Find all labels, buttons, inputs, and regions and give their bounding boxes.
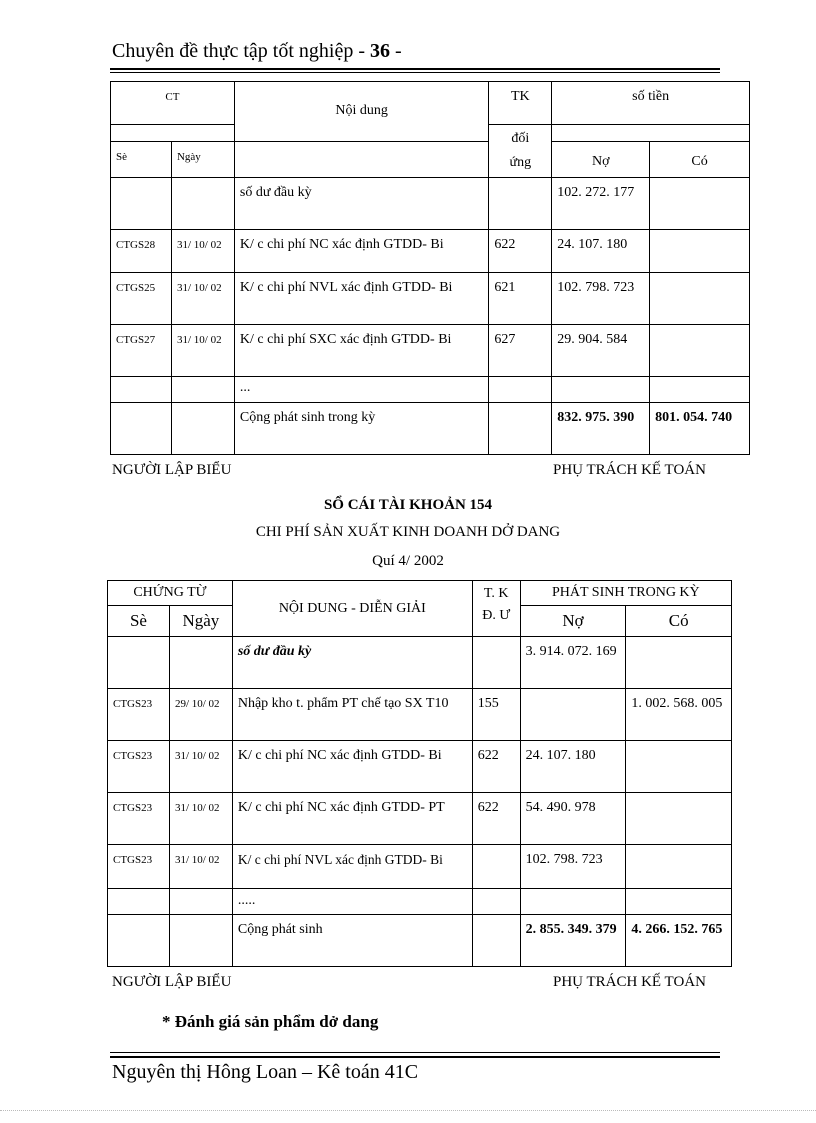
- account-detail-table: [110, 81, 750, 455]
- header-rule: [110, 68, 720, 70]
- ledger-subtitle: CHI PHÍ SẢN XUẤT KINH DOANH DỞ DANG: [255, 524, 561, 540]
- header-co: Có: [650, 141, 750, 177]
- header-rule-thin: [110, 72, 720, 73]
- header-ct-blank: [111, 125, 235, 142]
- header-co: Có: [626, 606, 732, 637]
- ledger-period: Quí 4/ 2002: [372, 553, 444, 569]
- signature-preparer: NGƯỜI LẬP BIỂU: [112, 462, 232, 478]
- header-ngay: Ngày: [171, 141, 234, 177]
- signature-preparer-2: NGƯỜI LẬP BIỂU: [112, 974, 232, 990]
- header-sotien-blank: [552, 125, 750, 142]
- footer-rule-thin: [110, 1052, 720, 1053]
- table-row: CTGS23 31/ 10/ 02 K/ c chi phí NC xác định GTDD- PT 622 54. 490. 978: [108, 793, 732, 845]
- table-row: CTGS28 31/ 10/ 02 K/ c chi phí NC xác định GTDD- Bi 622 24. 107. 180: [111, 230, 750, 273]
- header-text: Chuyên đề thực tập tốt nghiệp -: [112, 40, 371, 62]
- header-ngay: Ngày: [169, 606, 232, 637]
- table-row-total: Cộng phát sinh trong kỳ 832. 975. 390 801. 054. 740: [111, 403, 750, 455]
- header-no: Nợ: [552, 141, 650, 177]
- header-no: Nợ: [520, 606, 626, 637]
- table-row: số dư đầu kỳ 102. 272. 177: [111, 178, 750, 230]
- signature-accountant-2: PHỤ TRÁCH KẾ TOÁN: [553, 974, 706, 990]
- header-tkdu: T. K Đ. Ư: [472, 581, 520, 637]
- header-se: Sè: [108, 606, 170, 637]
- table-row: CTGS23 29/ 10/ 02 Nhập kho t. phẩm PT chế tạo SX T10 155 1. 002. 568. 005: [108, 689, 732, 741]
- table-row-total: Cộng phát sinh 2. 855. 349. 379 4. 266. 152. 765: [108, 915, 732, 967]
- signature-accountant: PHỤ TRÁCH KẾ TOÁN: [553, 462, 706, 478]
- ledger-table: [107, 580, 732, 967]
- table-row: CTGS23 31/ 10/ 02 K/ c chi phí NVL xác định GTDD- Bi 102. 798. 723: [108, 845, 732, 889]
- header-ct: CT: [111, 82, 235, 125]
- page-footer: Nguyên thị Hông Loan – Kê toán 41C: [112, 1061, 419, 1083]
- header-suffix: -: [390, 40, 402, 62]
- page-header: [112, 40, 402, 63]
- header-se: Sè: [111, 141, 172, 177]
- table-row: ...: [111, 377, 750, 403]
- header-blank: [234, 141, 488, 177]
- table-row: CTGS25 31/ 10/ 02 K/ c chi phí NVL xác định GTDD- Bi 621 102. 798. 723: [111, 273, 750, 325]
- header-sotien: số tiền: [552, 82, 750, 125]
- page-edge: [0, 1110, 816, 1111]
- header-doiung: đối ứng: [489, 125, 552, 178]
- section-heading: * Đánh giá sản phẩm dở dang: [162, 1012, 379, 1031]
- header-noidung-diengiai: NỘI DUNG - DIỄN GIẢI: [232, 581, 472, 637]
- table-row: số dư đầu kỳ 3. 914. 072. 169: [108, 637, 732, 689]
- table-row: .....: [108, 889, 732, 915]
- table-row: CTGS23 31/ 10/ 02 K/ c chi phí NC xác định GTDD- Bi 622 24. 107. 180: [108, 741, 732, 793]
- header-chungtu: CHỨNG TỪ: [108, 581, 233, 606]
- footer-rule: [110, 1056, 720, 1058]
- header-noidung: Nội dung: [234, 82, 488, 142]
- header-phatsinh: PHÁT SINH TRONG KỲ: [520, 581, 731, 606]
- page-number: 36: [370, 40, 391, 62]
- ledger-title: SỔ CÁI TÀI KHOẢN 154: [323, 497, 493, 513]
- table-row: CTGS27 31/ 10/ 02 K/ c chi phí SXC xác định GTDD- Bi 627 29. 904. 584: [111, 325, 750, 377]
- header-tk: TK: [489, 82, 552, 125]
